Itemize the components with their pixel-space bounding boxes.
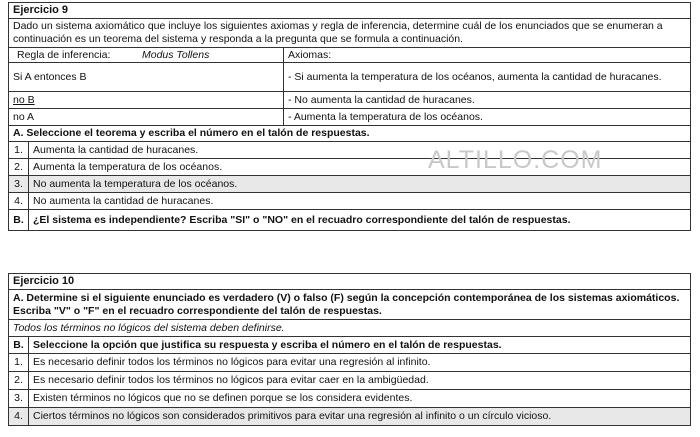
option-number: 1. xyxy=(9,142,29,158)
rule-row xyxy=(9,62,690,91)
option-row[interactable] xyxy=(9,371,690,389)
rule-label: Regla de inferencia: xyxy=(17,48,111,61)
option-text: Es necesario definir todos los términos no lógicos para evitar una regresión al infinito. xyxy=(33,356,431,368)
option-row[interactable] xyxy=(9,407,690,425)
option-row[interactable] xyxy=(9,353,690,371)
question-b-label: B. xyxy=(9,210,29,230)
option-text: Es necesario definir todos los términos no lógicos para evitar caer en la ambigüedad. xyxy=(33,374,429,386)
rule-header-row xyxy=(9,47,690,62)
rule-left: Si A entonces B xyxy=(9,63,284,91)
option-number: 4. xyxy=(9,193,29,209)
rule-right: - Si aumenta la temperatura de los océanos, aumenta la cantidad de huracanes. xyxy=(288,70,662,83)
option-number: 2. xyxy=(9,159,29,175)
option-text: Aumenta la cantidad de huracanes. xyxy=(33,143,199,156)
exercise-9-intro: Dado un sistema axiomático que incluye los siguientes axiomas y regla de inferencia, determine cuál de los enunciados que se enumeran a continuación es un teorema del sistema y responda a la pregunta que se formula a continuación. xyxy=(13,20,663,45)
option-row[interactable] xyxy=(9,175,690,192)
question-b-row xyxy=(9,336,690,353)
option-number: 2. xyxy=(9,372,29,389)
rule-left: no A xyxy=(9,109,284,125)
option-row[interactable] xyxy=(9,192,690,209)
option-text: No aumenta la cantidad de huracanes. xyxy=(33,194,214,207)
question-b-row xyxy=(9,209,690,230)
exercise-9-question-a: A. Seleccione el teorema y escriba el número en el talón de respuestas. xyxy=(13,127,370,139)
exercise-9 xyxy=(8,2,691,231)
rule-left: no B xyxy=(13,93,35,106)
exercise-10-question-a-row xyxy=(9,289,690,319)
exercise-9-title: Ejercicio 9 xyxy=(13,4,69,16)
option-number: 1. xyxy=(9,354,29,371)
rule-row xyxy=(9,91,690,108)
option-text: No aumenta la temperatura de los océanos. xyxy=(33,177,238,190)
exercise-9-title-row xyxy=(9,3,690,18)
rule-name: Modus Tollens xyxy=(142,48,210,61)
option-row[interactable] xyxy=(9,389,690,407)
watermark: ALTILLO.COM xyxy=(428,146,603,174)
option-text: Ciertos términos no lógicos son considerados primitivos para evitar una regresión al infinito o un círculo vicioso. xyxy=(33,410,552,422)
exercise-9-question-b: ¿El sistema es independiente? Escriba "SI" o "NO" en el recuadro correspondiente del talón de respuestas. xyxy=(33,213,571,226)
rule-right: - No aumenta la cantidad de huracanes. xyxy=(288,93,475,106)
rule-header xyxy=(9,48,284,62)
exercise-10-question-b: Seleccione la opción que justifica su respuesta y escriba el número en el talón de respuestas. xyxy=(33,338,502,351)
exercise-10-question-a: A. Determine si el siguiente enunciado es verdadero (V) o falso (F) según la concepción contemporánea de los sistemas axiomáticos. Escriba "V" o "F" en el recuadro correspondiente del talón de respuestas. xyxy=(13,291,680,317)
axioms-header: Axiomas: xyxy=(288,48,332,61)
exercise-9-intro-row xyxy=(9,18,690,47)
rule-right: - Aumenta la temperatura de los océanos. xyxy=(288,110,483,123)
exercise-10-statement: Todos los términos no lógicos del sistema deben definirse. xyxy=(13,321,285,334)
question-b-label: B. xyxy=(9,337,29,353)
option-text: Existen términos no lógicos que no se definen porque se los considera evidentes. xyxy=(33,392,413,404)
rule-row xyxy=(9,108,690,125)
exercise-10-title: Ejercicio 10 xyxy=(13,275,75,287)
exercise-10-title-row xyxy=(9,274,690,289)
option-number: 3. xyxy=(9,390,29,407)
statement-row xyxy=(9,319,690,336)
question-a-row xyxy=(9,125,690,141)
option-number: 3. xyxy=(9,176,29,192)
option-text: Aumenta la temperatura de los océanos. xyxy=(33,160,223,173)
option-number: 4. xyxy=(9,408,29,425)
exercise-10 xyxy=(8,273,691,426)
